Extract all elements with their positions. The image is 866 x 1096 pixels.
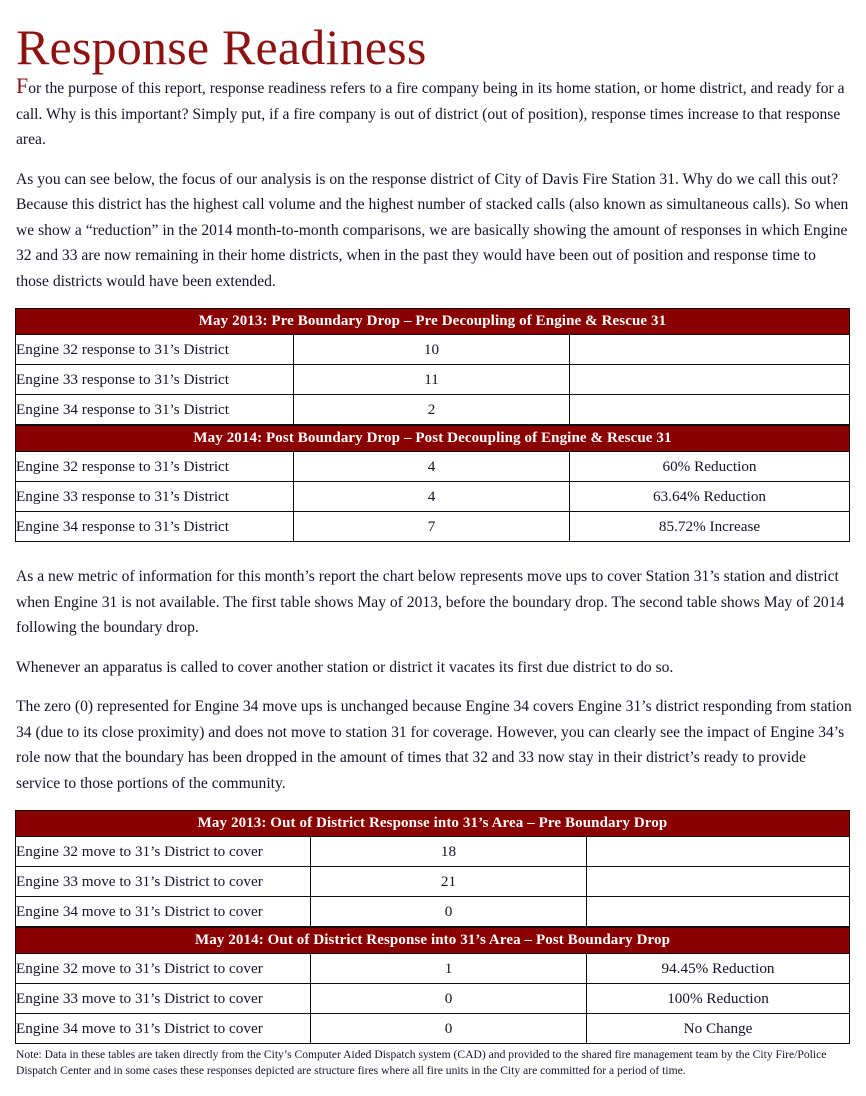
row-label: Engine 33 move to 31’s District to cover — [16, 867, 311, 897]
table-row — [16, 512, 850, 542]
row-value: 11 — [294, 365, 570, 395]
row-label: Engine 34 move to 31’s District to cover — [16, 1014, 311, 1044]
row-value: 4 — [294, 452, 570, 482]
row-value: 10 — [294, 335, 570, 365]
new-metric-paragraph: As a new metric of information for this month’s report the chart below represents move ups to cover Station 31’s station and district when Engine 31 is not available. The first table shows May of 2013, before the boundary drop. The second table shows May of 2014 following the boundary drop. — [16, 568, 845, 636]
apparatus-cover-paragraph: Whenever an apparatus is called to cover another station or district it vacates its first due district to do so. — [16, 658, 674, 676]
row-note — [570, 365, 850, 395]
table-row — [16, 365, 850, 395]
row-value: 21 — [311, 867, 587, 897]
row-label: Engine 32 response to 31’s District — [16, 452, 294, 482]
footnote-text: Note: Data in these tables are taken directly from the City’s Computer Aided Dispatch system (CAD) and provided to the shared fire management team by the City Fire/Police Dispatch Center and in some cases these responses depicted are structure fires where all fire units in the City are committed for a period of time. — [16, 1048, 827, 1077]
row-note: 94.45% Reduction — [587, 954, 850, 984]
table-header-row — [16, 309, 850, 335]
row-label: Engine 34 response to 31’s District — [16, 512, 294, 542]
table-row — [16, 954, 850, 984]
row-note — [587, 897, 850, 927]
table-row — [16, 482, 850, 512]
table-may-2013-out-of-district-pre — [15, 810, 850, 927]
table-header-row — [16, 426, 850, 452]
row-value: 18 — [311, 837, 587, 867]
tables-group-upper — [15, 308, 852, 542]
row-label: Engine 33 response to 31’s District — [16, 482, 294, 512]
tables-group-lower — [15, 810, 852, 1044]
row-note: 60% Reduction — [570, 452, 850, 482]
row-note: 100% Reduction — [587, 984, 850, 1014]
analysis-focus-paragraph: As you can see below, the focus of our analysis is on the response district of City of Davis Fire Station 31. Why do we call this out? Because this district has the highest call volume and the highest number of stacked calls (also known as simultaneous calls). So when we show a “reduction” in the 2014 month-to-month comparisons, we are basically showing the amount of responses in which Engine 32 and 33 are now remaining in their home districts, when in the past they would have been out of position and response time to those districts would have been extended. — [16, 170, 849, 290]
table-may-2014-post-boundary-drop — [15, 425, 850, 542]
row-label: Engine 34 move to 31’s District to cover — [16, 897, 311, 927]
row-value: 7 — [294, 512, 570, 542]
row-note: No Change — [587, 1014, 850, 1044]
table-title-may-2014-post: May 2014: Post Boundary Drop – Post Decoupling of Engine & Rescue 31 — [16, 426, 850, 452]
row-note — [587, 867, 850, 897]
row-label: Engine 32 move to 31’s District to cover — [16, 954, 311, 984]
row-value: 2 — [294, 395, 570, 425]
row-label: Engine 32 move to 31’s District to cover — [16, 837, 311, 867]
row-note — [587, 837, 850, 867]
table-row — [16, 867, 850, 897]
section-spacer — [14, 542, 852, 564]
table-header-row — [16, 928, 850, 954]
intro-paragraph-text: or the purpose of this report, response readiness refers to a fire company being in its home station, or home district, and ready for a call. Why is this important? Simply put, if a fire company is out of district (out of position), response times increase to that response area. — [16, 80, 845, 148]
row-note: 85.72% Increase — [570, 512, 850, 542]
document-page — [0, 10, 866, 1096]
table-title-may-2013-pre: May 2013: Pre Boundary Drop – Pre Decoupling of Engine & Rescue 31 — [16, 309, 850, 335]
page-title: Response Readiness — [16, 19, 427, 75]
table-row — [16, 1014, 850, 1044]
row-label: Engine 33 move to 31’s District to cover — [16, 984, 311, 1014]
table-row — [16, 837, 850, 867]
row-label: Engine 33 response to 31’s District — [16, 365, 294, 395]
row-value: 0 — [311, 897, 587, 927]
row-note: 63.64% Reduction — [570, 482, 850, 512]
row-value: 0 — [311, 1014, 587, 1044]
table-row — [16, 984, 850, 1014]
row-note — [570, 395, 850, 425]
table-row — [16, 395, 850, 425]
row-label: Engine 32 response to 31’s District — [16, 335, 294, 365]
table-row — [16, 897, 850, 927]
row-value: 4 — [294, 482, 570, 512]
table-title-out-of-district-2014: May 2014: Out of District Response into 31’s Area – Post Boundary Drop — [16, 928, 850, 954]
drop-cap: F — [16, 73, 29, 98]
table-title-out-of-district-2013: May 2013: Out of District Response into 31’s Area – Pre Boundary Drop — [16, 811, 850, 837]
table-header-row — [16, 811, 850, 837]
row-note — [570, 335, 850, 365]
row-value: 1 — [311, 954, 587, 984]
row-label: Engine 34 response to 31’s District — [16, 395, 294, 425]
intro-paragraph — [16, 73, 852, 153]
table-may-2013-pre-boundary-drop — [15, 308, 850, 425]
table-row — [16, 452, 850, 482]
row-value: 0 — [311, 984, 587, 1014]
table-may-2014-out-of-district-post — [15, 927, 850, 1044]
engine-34-explanation-paragraph: The zero (0) represented for Engine 34 move ups is unchanged because Engine 34 covers Engine 31’s district responding from station 34 (due to its close proximity) and does not move to station 31 for coverage. However, you can clearly see the impact of Engine 34’s role now that the boundary has been dropped in the amount of times that 32 and 33 now stay in their district’s ready to provide service to those portions of the community. — [16, 698, 852, 792]
table-row — [16, 335, 850, 365]
